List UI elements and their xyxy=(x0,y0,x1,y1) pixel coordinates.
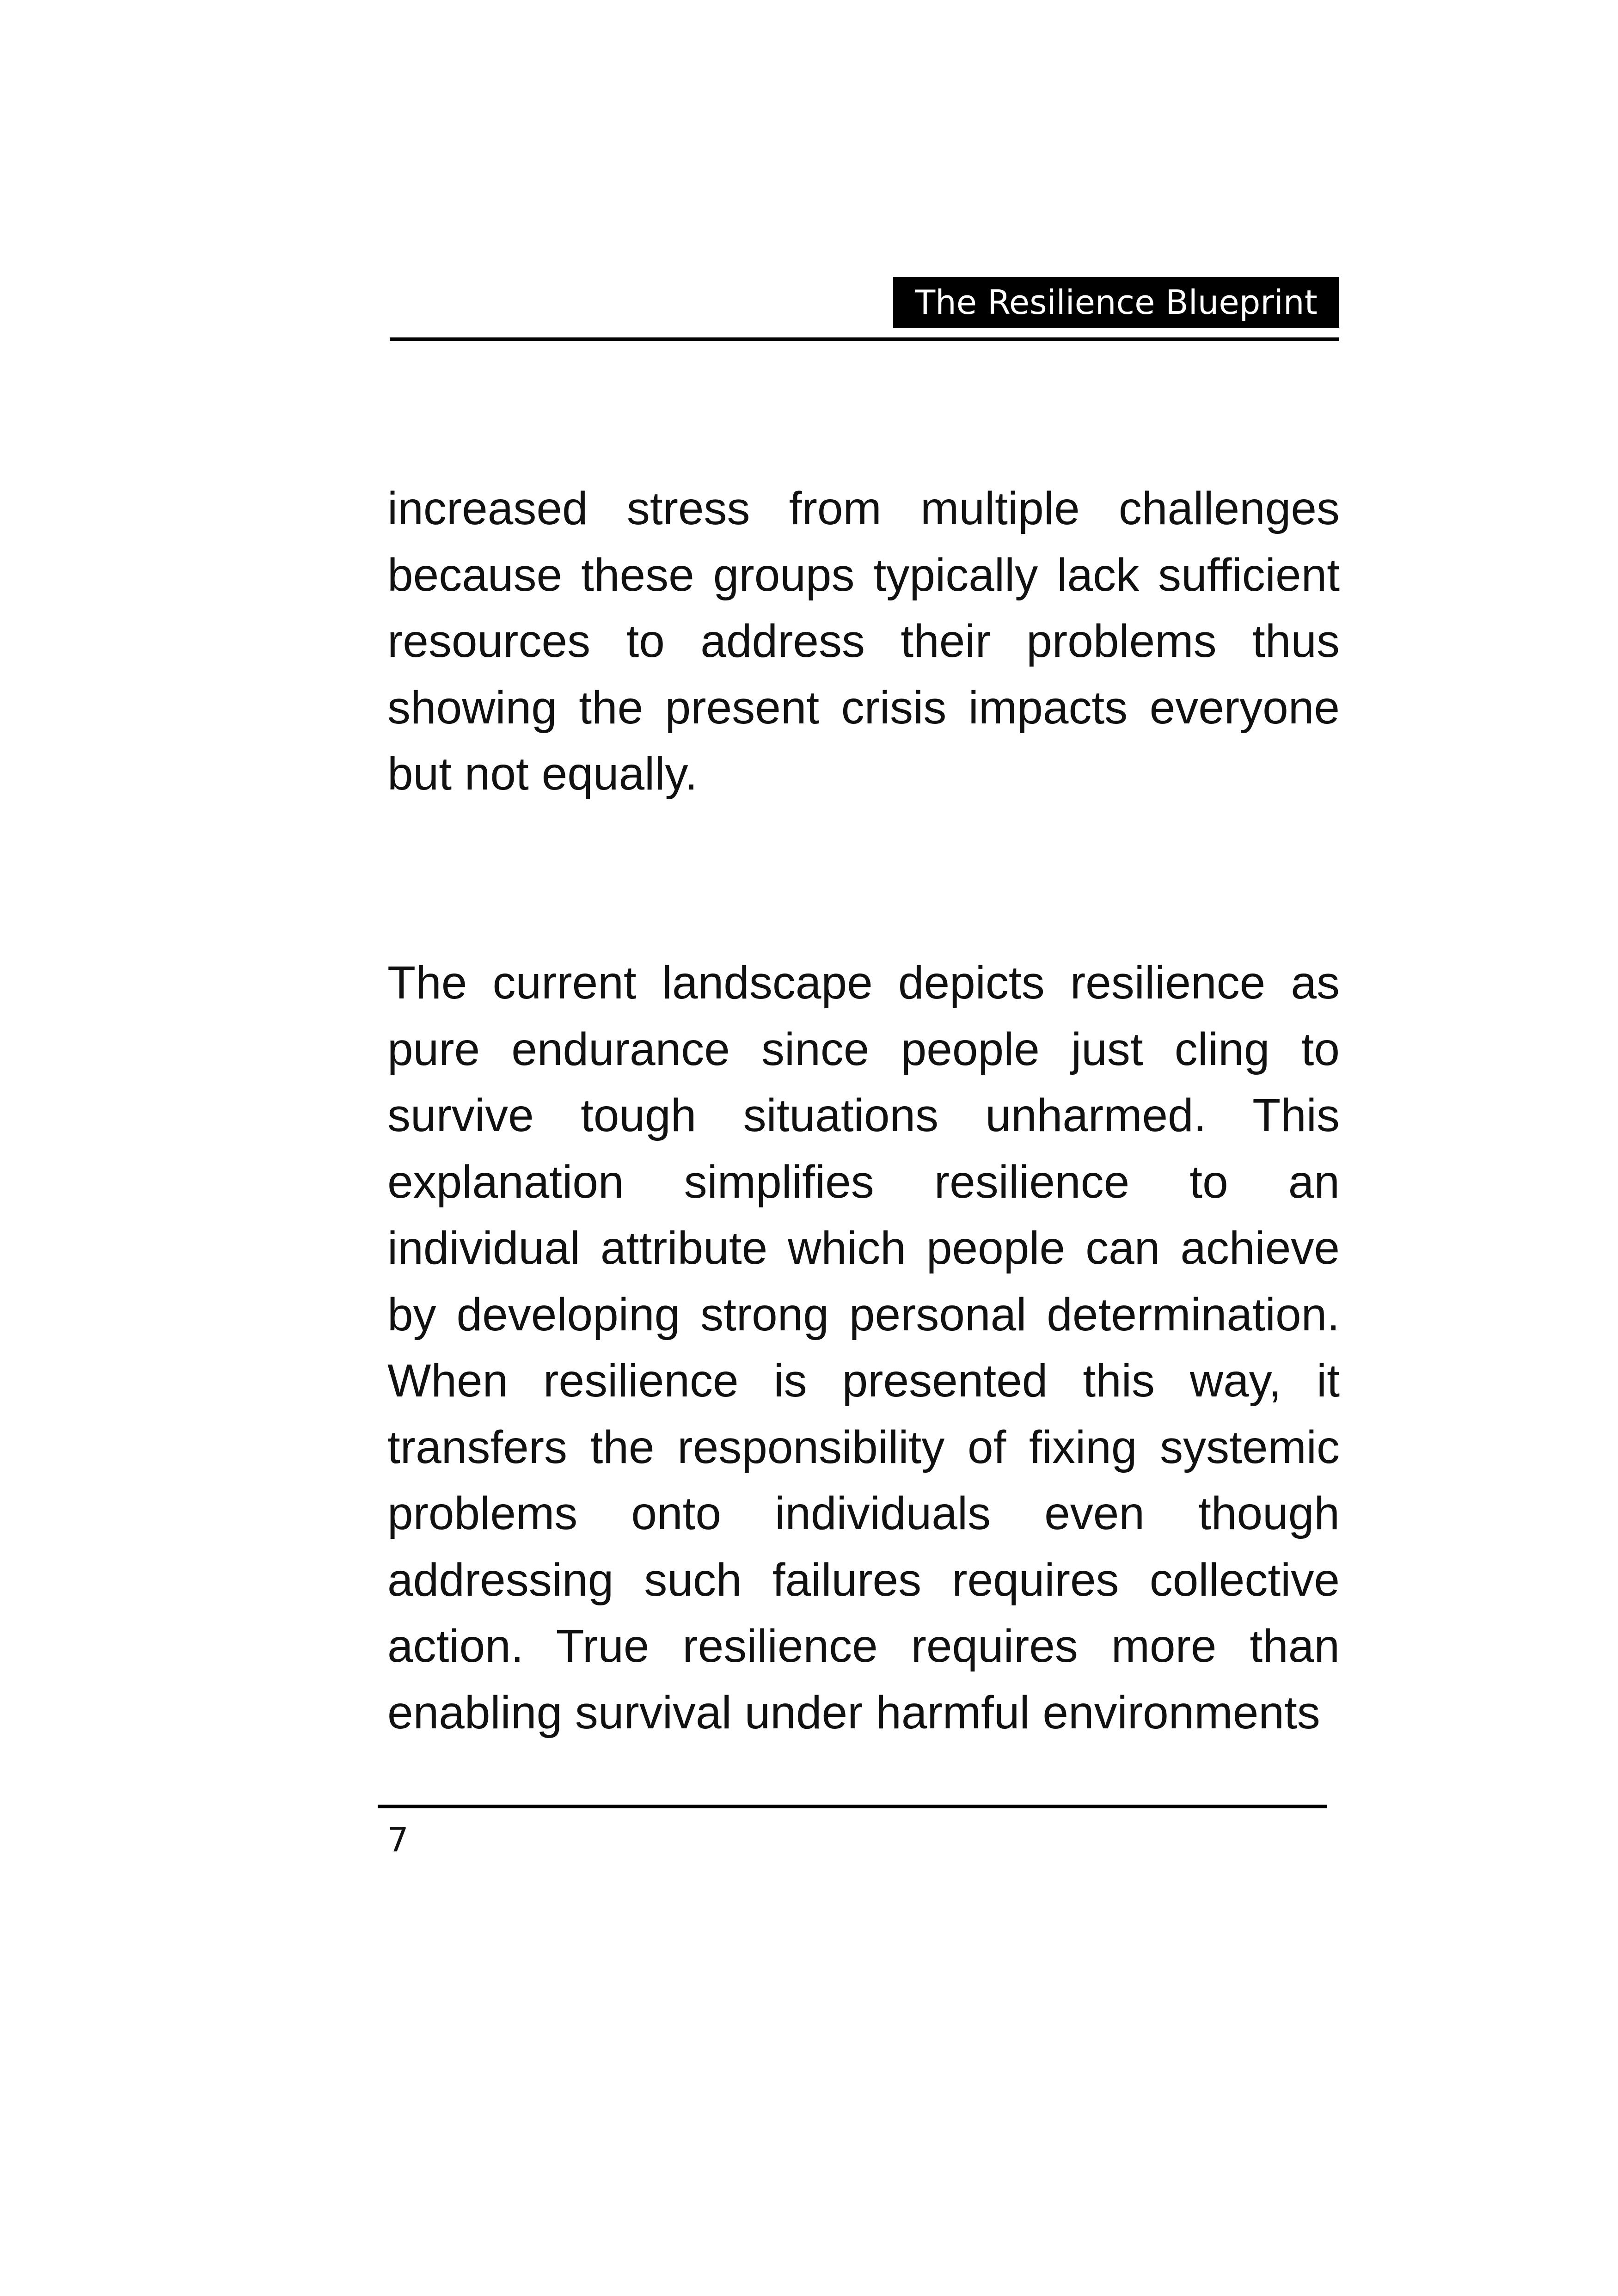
body-paragraph-2: The current landscape depicts resilience as pure endurance since people just cling to survive tough situations unharmed. This explanation simplifies resilience to an individual attribute which people can achieve by developing strong personal determination. When resilience is presented this way, it transfers the responsibility of fixing systemic problems onto individuals even though addressing such failures requires collective action. True resilience requires more than enabling survival under harmful environments xyxy=(387,957,1340,1739)
header-divider xyxy=(390,337,1339,341)
running-header-title: The Resilience Blueprint xyxy=(893,277,1339,328)
footer-divider xyxy=(378,1805,1327,1808)
body-paragraph-1: increased stress from multiple challenges because these groups typically lack sufficient resources to address their problems thus showing the present crisis impacts everyone but not equally. xyxy=(387,483,1340,800)
page-number: 7 xyxy=(387,1820,409,1859)
